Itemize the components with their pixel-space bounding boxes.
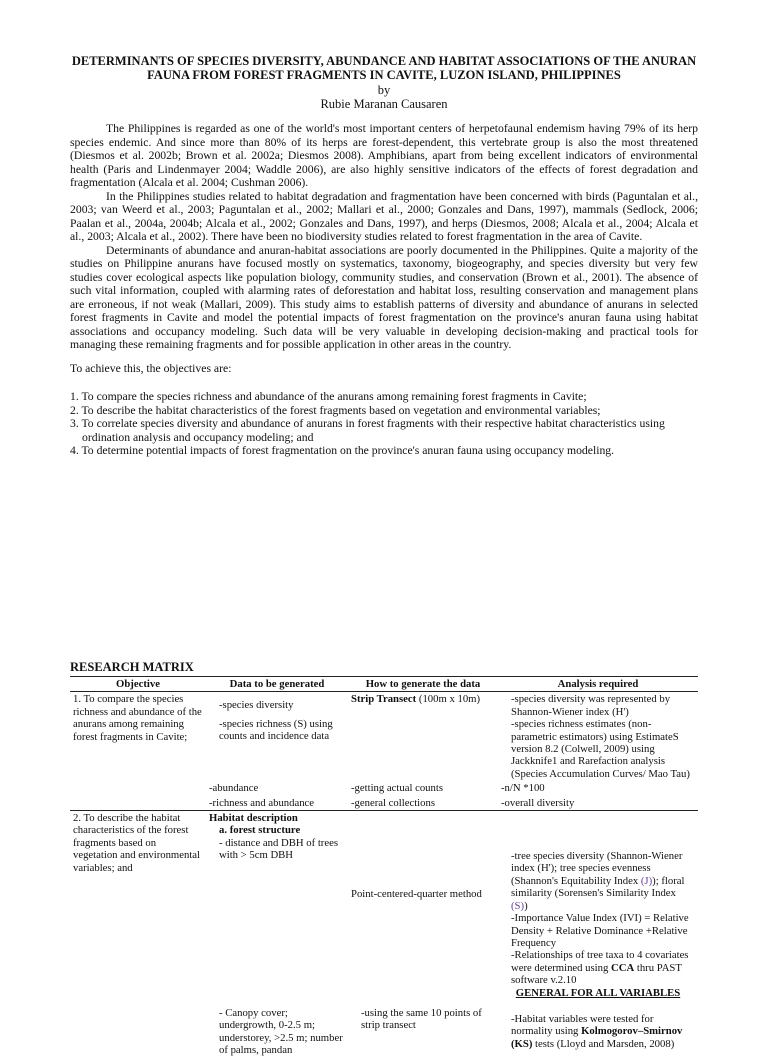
data-item: -richness and abundance [209, 796, 315, 809]
paragraph: In the Philippines studies related to habitat degradation and fragmentation have been concerned with birds (Paguntalan et al., 2003; van Weerd et al., 2003; Paguntalan et al., 2002; Mallari et al., 2000; Gonzales and Dans, 1997), mammals (Sedlock, 2006; Paalan et al., 2004a, 2004b; Alcala et al., 2002; Gonzales and Dans, 1997), and herps (Diesmos, 2008; Alcala et al., 2004; Alcala et al., 2003; Alcala et al., 2002). There have been no biodiversity studies related to forest fragmentation in the area of Cavite. [70, 189, 698, 243]
analysis-item: -n/N *100 [501, 782, 545, 795]
objective-cell: 2. To describe the habitat characteristics of the forest fragments based on vegetation and environmental variables; and [70, 811, 206, 1058]
byline: by [377, 83, 391, 97]
table-header-row [70, 677, 698, 692]
data-item: -species diversity [219, 699, 294, 712]
habitat-description-label: Habitat description [209, 812, 298, 825]
analysis-item: -overall diversity [501, 796, 575, 809]
paragraph: The Philippines is regarded as one of the world's most important centers of herpetofaunal endemism having 79% of its herp species endemic. And since more than 80% of its herps are forest-dependent, this vertebrate group is also the most threatened (Diesmos et al. 2002b; Brown et al. 2002a; Diesmos 2008). Amphibians, apart from being excellent indicators of environmental health (Paris and Lindenmayer 2004; Waddle 2006), are also highly sensitive indicators of the effects of forest degradation and fragmentation (Alcala et al. 2004; Cushman 2006). [70, 122, 698, 189]
objectives-list [70, 390, 698, 458]
analysis-item: -species richness estimates (non-parametric estimators) using EstimateS version 8.2 (Colwell, 2009) using Jackknife1 and Rarefaction analysis (Species Accumulation Curves/ Mao Tau) [511, 718, 690, 780]
method-item: -using the same 10 points of strip transect [361, 1006, 482, 1032]
data-cell [206, 811, 348, 1000]
column-header-data: Data to be generated [206, 677, 348, 692]
analysis-item: -species diversity was represented by Shannon-Wiener index (H') [511, 693, 671, 718]
research-matrix-heading: RESEARCH MATRIX [70, 660, 194, 674]
analysis-item: -Relationships of tree taxa to 4 covariates were determined using CCA thru PAST software v.2.10 [511, 949, 689, 987]
analysis-item: -Habitat variables were tested for normality using Kolmogorov–Smirnov (KS) tests (Lloyd and Marsden, 2008) [511, 1012, 683, 1050]
objective-item: 4. To determine potential impacts of forest fragmentation on the province's anuran fauna using occupancy modeling. [70, 444, 615, 457]
analysis-item: -tree species diversity (Shannon-Wiener index (H'); tree species evenness (Shannon's Equitability Index (J)); floral similarity (Sorensen's Similarity Index (S)) [511, 850, 685, 912]
forest-structure-label: a. forest structure [219, 824, 301, 837]
data-item: - distance and DBH of trees with > 5cm DBH [219, 836, 339, 862]
table-row [70, 811, 698, 1000]
data-item: - Canopy cover; undergrowth, 0-2.5 m; understorey, >2.5 m; number of palms, pandan [219, 1006, 343, 1057]
objective-item: 2. To describe the habitat characteristics of the forest fragments based on vegetation and environmental variables; [70, 403, 601, 417]
analysis-cell [498, 1000, 698, 1058]
method-cell [348, 811, 498, 1000]
method-item: -general collections [351, 796, 435, 809]
objective-item: 1. To compare the species richness and abundance of the anurans among remaining forest fragments in Cavite; [70, 390, 587, 403]
objective-cell: 1. To compare the species richness and abundance of the anurans among remaining forest fragments in Cavite; [73, 693, 202, 743]
column-header-objective: Objective [70, 677, 206, 692]
analysis-item: -Importance Value Index (IVI) = Relative Density + Relative Dominance +Relative Frequency [511, 912, 689, 949]
analysis-cell [498, 811, 698, 1000]
method-item: -getting actual counts [351, 782, 444, 795]
method-cell [348, 1000, 498, 1058]
column-header-analysis: Analysis required [498, 677, 698, 692]
objectives-intro: To achieve this, the objectives are: [70, 362, 232, 375]
data-item: -abundance [209, 782, 259, 795]
general-variables-label: GENERAL FOR ALL VARIABLES [515, 986, 681, 999]
data-item: -species richness (S) using counts and incidence data [219, 717, 333, 743]
analysis-cell [498, 692, 698, 781]
objective-item: 3. To correlate species diversity and abundance of anurans in forest fragments with their respective habitat characteristics using ordination analysis and occupancy modeling; and [70, 417, 665, 444]
method-name: Strip Transect [351, 693, 417, 706]
author-name: Rubie Maranan Causaren [320, 97, 448, 111]
paragraph: Determinants of abundance and anuran-habitat associations are poorly documented in the Philippines. Quite a majority of the studies on Philippine anurans have focused mostly on systematics, taxonomy, biogeography, and species diversity but very few studies cover ecological aspects like population biology, community studies, and conservation (Brown et al., 2001). The absence of such vital information, coupled with alarming rates of deforestation and habitat loss, resulting conservation and management plans are erroneous, if not weak (Mallari, 2009). This study aims to establish patterns of diversity and abundance of anurans in selected forest fragments in Cavite and model the potential impacts of forest fragmentation on the province's anuran fauna using habitat associations and occupancy modeling. Such data will be very valuable in developing decision-making and practical tools for managing these remaining fragments and for possible application in other areas in the country. [70, 243, 698, 351]
paper-title: DETERMINANTS OF SPECIES DIVERSITY, ABUNDANCE AND HABITAT ASSOCIATIONS OF THE ANURAN FAUNA FROM FOREST FRAGMENTS IN CAVITE, LUZON ISLAND, PHILIPPINES [71, 54, 697, 82]
research-matrix-table [70, 676, 698, 1058]
column-header-method: How to generate the data [348, 677, 498, 692]
method-detail: (100m x 10m) [416, 693, 481, 706]
data-cell [206, 1000, 348, 1058]
table-row [70, 692, 698, 781]
method-cell [348, 692, 498, 781]
data-cell [206, 692, 348, 781]
introduction-body [70, 122, 698, 352]
method-item: Point-centered-quarter method [351, 888, 482, 901]
